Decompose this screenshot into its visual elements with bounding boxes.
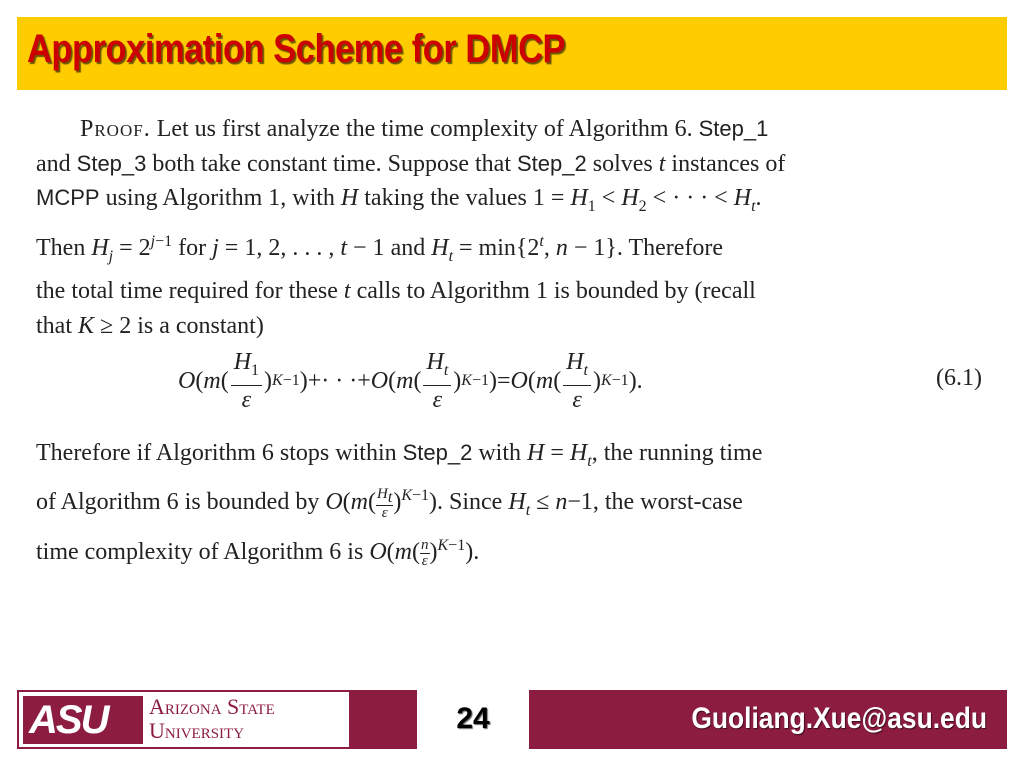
equation-body: O ( m ( $\frac{H_1}{\varepsilon}$ ) K−1 )+· · ·+ O ( m ( $\frac{H_t}{\varepsilon}$ ) K−1 )= O ( m ( $\frac{H_t}{\varepsilon}$ ) K−1 ).: [178, 349, 643, 413]
proof-line-5: the total time required for these t calls to Algorithm 1 is bounded by (recall: [36, 277, 756, 304]
conclusion-paragraph: [36, 436, 984, 569]
conclusion-line-1: Therefore if Algorithm 6 stops within Step_2 with $H = H_t$, the running time: [36, 440, 763, 470]
asu-mark: ASU: [23, 696, 143, 744]
proof-paragraph: [36, 112, 984, 343]
proof-line-1: Proof. Let us first analyze the time complexity of Algorithm 6. Step_1: [80, 116, 769, 142]
conclusion-line-3: time complexity of Algorithm 6 is O(m( $\frac{n}{\varepsilon}$ )$^{K-1}$).: [36, 536, 480, 569]
page-number-box: [417, 688, 529, 751]
proof-line-6: that K ≥ 2 is a constant): [36, 312, 264, 339]
page-number: 24: [456, 702, 490, 735]
asu-logo: [19, 692, 349, 747]
slide-title: Approximation Scheme for DMCP: [27, 27, 565, 71]
author-email: Guoliang.Xue@asu.edu: [691, 702, 987, 735]
title-bar: [17, 17, 1007, 90]
footer-bar: [17, 690, 1007, 749]
proof-line-3: MCPP using Algorithm 1, with H taking the values $1 = H_1 < H_2$ < · · · < $H_t$.: [36, 185, 762, 215]
conclusion-line-2: of Algorithm 6 is bounded by O(m( $\frac{H_t}{\varepsilon}$ )$^{K-1}$). Since $H_t \le n-1$, the worst-case: [36, 485, 743, 521]
equation-number: (6.1): [936, 365, 982, 391]
proof-line-4: Then $H_j = 2^{j-1}$ for j = 1, 2, . . . , t − 1 and $H_t = \min\{2^t$, n − 1}. Therefore: [36, 232, 724, 265]
proof-label: Proof.: [80, 116, 151, 142]
equation-6-1: [36, 345, 984, 417]
proof-line-2: and Step_3 both take constant time. Suppose that Step_2 solves t instances of: [36, 150, 786, 177]
logo-wordmark: Arizona State University: [149, 694, 275, 743]
